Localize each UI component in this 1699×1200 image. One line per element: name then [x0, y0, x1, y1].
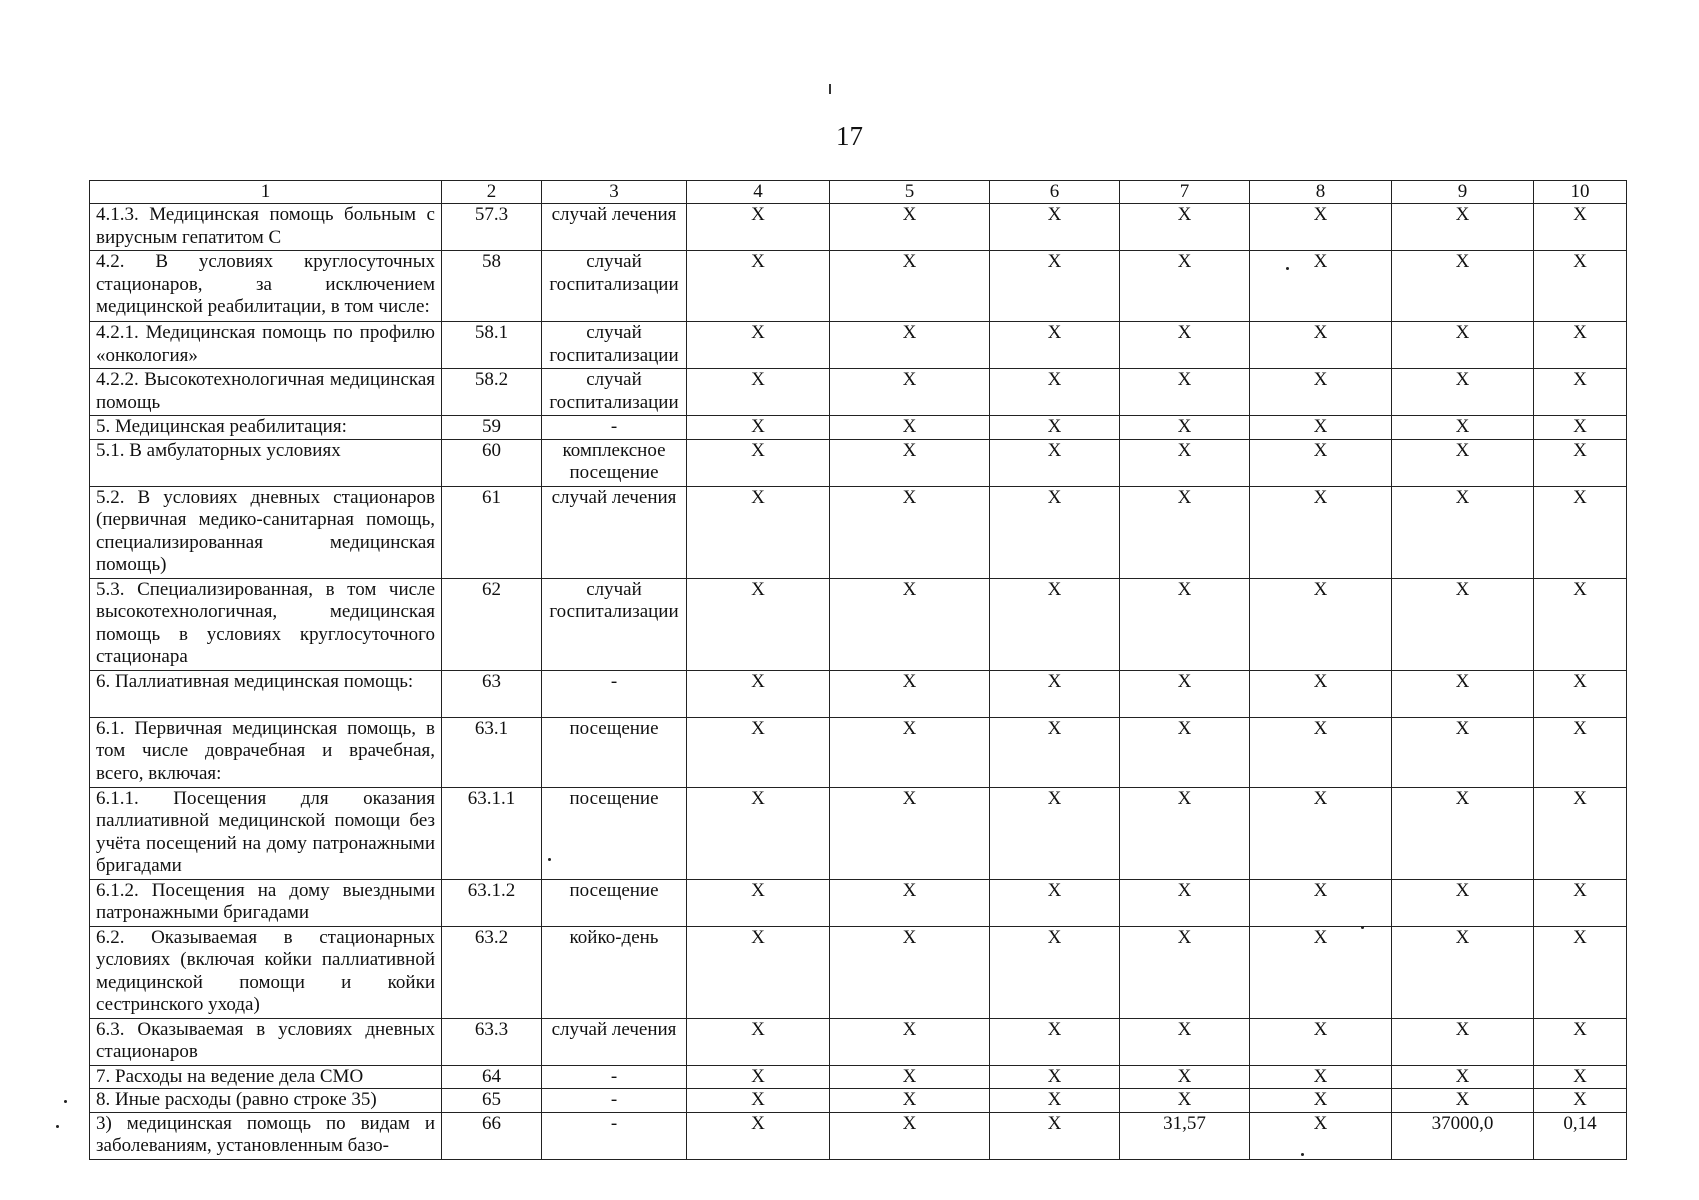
table-cell-col-9: X	[1392, 1018, 1534, 1065]
header-cell-8: 8	[1250, 181, 1392, 204]
table-cell-col-5: X	[830, 322, 990, 369]
table-cell-col-7: X	[1120, 926, 1250, 1018]
table-cell-col-4: X	[687, 1018, 830, 1065]
table-cell-col-10: X	[1534, 1018, 1627, 1065]
table-cell-col-5: X	[830, 1112, 990, 1159]
table-row	[90, 1089, 1627, 1113]
table-cell-col-10: X	[1534, 439, 1627, 486]
table-cell-col-4: X	[687, 204, 830, 251]
table-cell-col-10: X	[1534, 1089, 1627, 1113]
table-row	[90, 1065, 1627, 1089]
table-cell-col-9: X	[1392, 322, 1534, 369]
table-row	[90, 486, 1627, 578]
table-cell-col-1: 5.1. В амбулаторных условиях	[90, 439, 442, 486]
table-cell-col-1: 6.1. Первичная медицинская помощь, в том числе доврачебная и врачебная, всего, включая:	[90, 717, 442, 787]
table-cell-col-9: 37000,0	[1392, 1112, 1534, 1159]
table-cell-col-3: посещение	[542, 787, 687, 879]
table-cell-col-10: X	[1534, 369, 1627, 416]
table-cell-col-2: 58	[442, 251, 542, 322]
header-cell-3: 3	[542, 181, 687, 204]
table-cell-col-1: 5.3. Специализированная, в том числе высокотехнологичная, медицинская помощь в условиях круглосуточного стационара	[90, 578, 442, 670]
header-cell-4: 4	[687, 181, 830, 204]
table-cell-col-6: X	[990, 717, 1120, 787]
table-cell-col-6: X	[990, 322, 1120, 369]
table-cell-col-8: X	[1250, 717, 1392, 787]
table-cell-col-3: случай лечения	[542, 204, 687, 251]
table-cell-col-8: X	[1250, 1018, 1392, 1065]
table-cell-col-6: X	[990, 439, 1120, 486]
table-cell-col-9: X	[1392, 717, 1534, 787]
table-cell-col-8: X	[1250, 1112, 1392, 1159]
table-cell-col-3: койко-день	[542, 926, 687, 1018]
scan-speck	[1301, 1153, 1304, 1156]
table-row	[90, 717, 1627, 787]
table-cell-col-8: X	[1250, 787, 1392, 879]
table-cell-col-8: X	[1250, 204, 1392, 251]
table-row	[90, 439, 1627, 486]
table-cell-col-4: X	[687, 322, 830, 369]
table-cell-col-3: посещение	[542, 879, 687, 926]
table-cell-col-5: X	[830, 717, 990, 787]
table-cell-col-3: комплексное посещение	[542, 439, 687, 486]
scan-speck	[1361, 926, 1364, 929]
table-cell-col-2: 62	[442, 578, 542, 670]
table-cell-col-10: X	[1534, 322, 1627, 369]
table-cell-col-2: 66	[442, 1112, 542, 1159]
table-cell-col-6: X	[990, 204, 1120, 251]
page-number: 17	[836, 121, 863, 151]
table-cell-col-7: X	[1120, 486, 1250, 578]
table-cell-col-5: X	[830, 787, 990, 879]
table-cell-col-3: -	[542, 1065, 687, 1089]
table-cell-col-6: X	[990, 486, 1120, 578]
table-cell-col-7: X	[1120, 322, 1250, 369]
table-cell-col-10: X	[1534, 251, 1627, 322]
table-cell-col-7: X	[1120, 578, 1250, 670]
table-row	[90, 416, 1627, 440]
table-cell-col-5: X	[830, 926, 990, 1018]
table-cell-col-10: X	[1534, 578, 1627, 670]
table-cell-col-1: 4.2.1. Медицинская помощь по профилю «онкология»	[90, 322, 442, 369]
scan-speck	[56, 1125, 59, 1128]
table-cell-col-5: X	[830, 1089, 990, 1113]
table-cell-col-1: 6. Паллиативная медицинская помощь:	[90, 670, 442, 717]
table-cell-col-3: случай госпитализации	[542, 322, 687, 369]
table-cell-col-1: 7. Расходы на ведение дела СМО	[90, 1065, 442, 1089]
table-cell-col-2: 63.3	[442, 1018, 542, 1065]
header-cell-10: 10	[1534, 181, 1627, 204]
table-cell-col-10: X	[1534, 416, 1627, 440]
table-cell-col-7: X	[1120, 670, 1250, 717]
table-cell-col-4: X	[687, 369, 830, 416]
table-cell-col-7: X	[1120, 204, 1250, 251]
table-cell-col-7: X	[1120, 251, 1250, 322]
table-cell-col-3: случай госпитализации	[542, 369, 687, 416]
scan-speck	[64, 1100, 67, 1103]
table-cell-col-9: X	[1392, 578, 1534, 670]
table-cell-col-8: X	[1250, 578, 1392, 670]
table-cell-col-8: X	[1250, 251, 1392, 322]
table-cell-col-2: 61	[442, 486, 542, 578]
table-cell-col-8: X	[1250, 1089, 1392, 1113]
scan-speck	[548, 858, 551, 861]
table-cell-col-6: X	[990, 578, 1120, 670]
data-table	[89, 180, 1627, 1160]
table-cell-col-4: X	[687, 879, 830, 926]
table-row	[90, 322, 1627, 369]
table-cell-col-9: X	[1392, 1089, 1534, 1113]
table-cell-col-10: X	[1534, 1065, 1627, 1089]
table-cell-col-4: X	[687, 439, 830, 486]
table-cell-col-10: X	[1534, 926, 1627, 1018]
table-cell-col-8: X	[1250, 416, 1392, 440]
table-cell-col-2: 64	[442, 1065, 542, 1089]
table-row	[90, 1112, 1627, 1159]
header-cell-5: 5	[830, 181, 990, 204]
table-cell-col-5: X	[830, 369, 990, 416]
table-cell-col-5: X	[830, 1018, 990, 1065]
header-cell-7: 7	[1120, 181, 1250, 204]
table-cell-col-6: X	[990, 879, 1120, 926]
table-row	[90, 578, 1627, 670]
table-cell-col-7: X	[1120, 787, 1250, 879]
table-cell-col-1: 6.1.1. Посещения для оказания паллиативной медицинской помощи без учёта посещений на дому патронажными бригадами	[90, 787, 442, 879]
table-cell-col-4: X	[687, 670, 830, 717]
table-cell-col-4: X	[687, 1112, 830, 1159]
table-cell-col-1: 6.2. Оказываемая в стационарных условиях (включая койки паллиативной медицинской помощи и койки сестринского ухода)	[90, 926, 442, 1018]
table-cell-col-6: X	[990, 926, 1120, 1018]
table-cell-col-9: X	[1392, 879, 1534, 926]
table-cell-col-1: 5.2. В условиях дневных стационаров (первичная медико-санитарная помощь, специализированная медицинская помощь)	[90, 486, 442, 578]
table-cell-col-3: случай лечения	[542, 486, 687, 578]
table-cell-col-2: 57.3	[442, 204, 542, 251]
table-cell-col-2: 63.1	[442, 717, 542, 787]
table-cell-col-4: X	[687, 787, 830, 879]
table-cell-col-9: X	[1392, 486, 1534, 578]
table-cell-col-4: X	[687, 717, 830, 787]
table-cell-col-4: X	[687, 486, 830, 578]
table-cell-col-10: X	[1534, 787, 1627, 879]
table-cell-col-3: -	[542, 670, 687, 717]
table-cell-col-2: 58.1	[442, 322, 542, 369]
table-cell-col-1: 6.1.2. Посещения на дому выездными патронажными бригадами	[90, 879, 442, 926]
table-cell-col-6: X	[990, 1089, 1120, 1113]
table-cell-col-1: 8. Иные расходы (равно строке 35)	[90, 1089, 442, 1113]
table-cell-col-8: X	[1250, 369, 1392, 416]
header-cell-9: 9	[1392, 181, 1534, 204]
table-cell-col-5: X	[830, 439, 990, 486]
table-row	[90, 369, 1627, 416]
table-cell-col-7: X	[1120, 1089, 1250, 1113]
table-row	[90, 670, 1627, 717]
table-cell-col-6: X	[990, 369, 1120, 416]
table-cell-col-8: X	[1250, 670, 1392, 717]
table-cell-col-2: 63.1.2	[442, 879, 542, 926]
table-cell-col-8: X	[1250, 926, 1392, 1018]
table-cell-col-3: посещение	[542, 717, 687, 787]
scan-mark	[829, 84, 831, 94]
table-cell-col-9: X	[1392, 787, 1534, 879]
table-cell-col-5: X	[830, 879, 990, 926]
table-cell-col-5: X	[830, 204, 990, 251]
table-cell-col-3: случай лечения	[542, 1018, 687, 1065]
table-cell-col-7: X	[1120, 1065, 1250, 1089]
table-cell-col-10: X	[1534, 204, 1627, 251]
table-cell-col-6: X	[990, 1112, 1120, 1159]
table-cell-col-4: X	[687, 251, 830, 322]
table-cell-col-9: X	[1392, 251, 1534, 322]
table-cell-col-4: X	[687, 926, 830, 1018]
table-cell-col-4: X	[687, 1089, 830, 1113]
table-cell-col-4: X	[687, 1065, 830, 1089]
table-cell-col-2: 58.2	[442, 369, 542, 416]
table-cell-col-1: 4.2.2. Высокотехнологичная медицинская помощь	[90, 369, 442, 416]
table-cell-col-10: X	[1534, 879, 1627, 926]
table-cell-col-8: X	[1250, 879, 1392, 926]
table-cell-col-3: случай госпитализации	[542, 251, 687, 322]
table-cell-col-8: X	[1250, 322, 1392, 369]
table-cell-col-10: X	[1534, 717, 1627, 787]
table-cell-col-9: X	[1392, 439, 1534, 486]
table-cell-col-7: X	[1120, 439, 1250, 486]
table-cell-col-2: 63.1.1	[442, 787, 542, 879]
table-cell-col-2: 59	[442, 416, 542, 440]
table-cell-col-1: 4.2. В условиях круглосуточных стационаров, за исключением медицинской реабилитации, в том числе:	[90, 251, 442, 322]
table-cell-col-9: X	[1392, 204, 1534, 251]
table-cell-col-6: X	[990, 670, 1120, 717]
table-cell-col-10: X	[1534, 670, 1627, 717]
table-cell-col-8: X	[1250, 486, 1392, 578]
table-cell-col-7: X	[1120, 717, 1250, 787]
scan-speck	[1286, 267, 1289, 270]
table-cell-col-4: X	[687, 416, 830, 440]
table-cell-col-9: X	[1392, 369, 1534, 416]
table-row	[90, 787, 1627, 879]
table-row	[90, 1018, 1627, 1065]
table-cell-col-5: X	[830, 1065, 990, 1089]
table-cell-col-5: X	[830, 416, 990, 440]
table-cell-col-9: X	[1392, 926, 1534, 1018]
table-cell-col-1: 3) медицинская помощь по видам и заболеваниям, установленным базо-	[90, 1112, 442, 1159]
table-row	[90, 926, 1627, 1018]
table-cell-col-2: 63.2	[442, 926, 542, 1018]
table-cell-col-1: 6.3. Оказываемая в условиях дневных стационаров	[90, 1018, 442, 1065]
table-cell-col-9: X	[1392, 1065, 1534, 1089]
table-cell-col-3: -	[542, 1089, 687, 1113]
table-cell-col-3: -	[542, 416, 687, 440]
table-cell-col-9: X	[1392, 416, 1534, 440]
table-cell-col-3: -	[542, 1112, 687, 1159]
table-cell-col-1: 4.1.3. Медицинская помощь больным с вирусным гепатитом С	[90, 204, 442, 251]
table-cell-col-7: X	[1120, 416, 1250, 440]
table-cell-col-9: X	[1392, 670, 1534, 717]
header-cell-6: 6	[990, 181, 1120, 204]
table-cell-col-4: X	[687, 578, 830, 670]
table-cell-col-5: X	[830, 578, 990, 670]
table-cell-col-2: 63	[442, 670, 542, 717]
table-cell-col-6: X	[990, 251, 1120, 322]
table-cell-col-5: X	[830, 486, 990, 578]
table-row	[90, 251, 1627, 322]
header-row	[90, 181, 1627, 204]
table-cell-col-8: X	[1250, 439, 1392, 486]
table-cell-col-3: случай госпитализации	[542, 578, 687, 670]
table-cell-col-5: X	[830, 670, 990, 717]
table-cell-col-6: X	[990, 416, 1120, 440]
table-cell-col-6: X	[990, 1065, 1120, 1089]
table-cell-col-10: X	[1534, 486, 1627, 578]
table-cell-col-6: X	[990, 1018, 1120, 1065]
header-cell-1: 1	[90, 181, 442, 204]
table-cell-col-1: 5. Медицинская реабилитация:	[90, 416, 442, 440]
table-cell-col-2: 65	[442, 1089, 542, 1113]
table-row	[90, 879, 1627, 926]
table-cell-col-7: 31,57	[1120, 1112, 1250, 1159]
header-cell-2: 2	[442, 181, 542, 204]
table-cell-col-7: X	[1120, 369, 1250, 416]
table-cell-col-7: X	[1120, 879, 1250, 926]
table-cell-col-7: X	[1120, 1018, 1250, 1065]
table-cell-col-2: 60	[442, 439, 542, 486]
table-cell-col-6: X	[990, 787, 1120, 879]
table-cell-col-5: X	[830, 251, 990, 322]
table-row	[90, 204, 1627, 251]
table-cell-col-8: X	[1250, 1065, 1392, 1089]
table-cell-col-10: 0,14	[1534, 1112, 1627, 1159]
